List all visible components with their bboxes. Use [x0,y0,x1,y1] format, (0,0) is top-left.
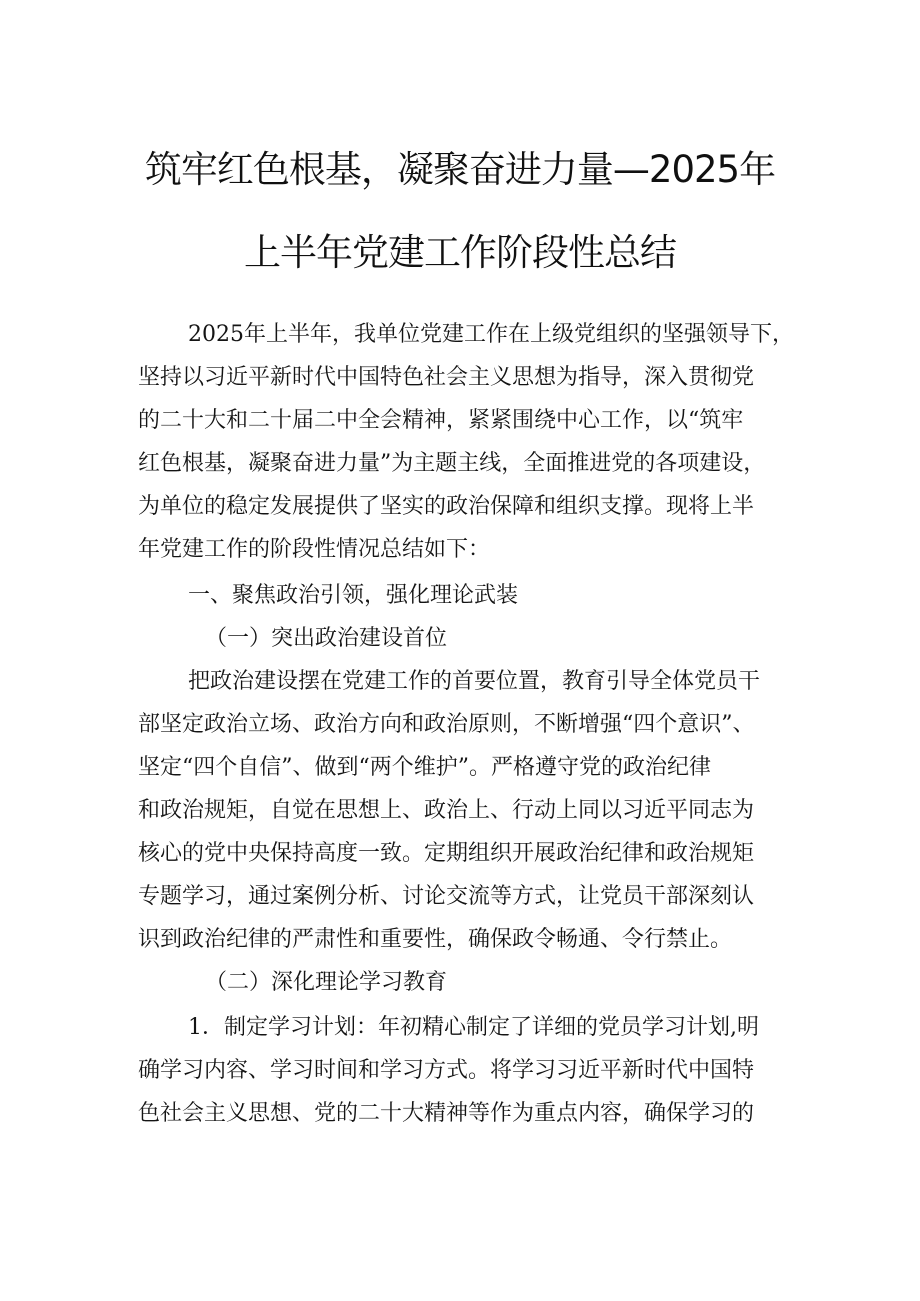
title-line-2: 上半年党建工作阶段性总结 [244,231,676,274]
body-line: 专题学习，通过案例分析、讨论交流等方式，让党员干部深刻认 [138,884,755,909]
body-line: 坚定“四个自信”、做到“两个维护”。严格遵守党的政治纪律 [138,755,711,780]
body-line: 核心的党中央保持高度一致。定期组织开展政治纪律和政治规矩 [138,841,755,866]
body-line: 2025年上半年，我单位党建工作在上级党组织的坚强领导下， [188,322,794,347]
body-line: 坚持以习近平新时代中国特色社会主义思想为指导，深入贯彻党 [138,365,755,390]
body-line: 色社会主义思想、党的二十大精神等作为重点内容，确保学习的 [138,1101,755,1126]
body-line: 和政治规矩，自觉在思想上、政治上、行动上同以习近平同志为 [138,798,755,823]
subsection-heading: （二）深化理论学习教育 [205,970,448,995]
body-line: 红色根基，凝聚奋进力量”为主题主线，全面推进党的各项建设， [138,451,766,476]
body-line: 的二十大和二十届二中全会精神，紧紧围绕中心工作，以“筑牢 [138,408,744,433]
body-line: 年党建工作的阶段性情况总结如下： [138,537,491,562]
subsection-heading: （一）突出政治建设首位 [205,626,448,651]
body-line: 把政治建设摆在党建工作的首要位置，教育引导全体党员干 [188,669,761,694]
section-heading: 一、聚焦政治引领，强化理论武装 [188,583,519,608]
body-line: 确学习内容、学习时间和学习方式。将学习习近平新时代中国特 [138,1058,755,1083]
body-line: 为单位的稳定发展提供了坚实的政治保障和组织支撑。现将上半 [138,494,755,519]
body-line: 部坚定政治立场、政治方向和政治原则，不断增强“四个意识”、 [138,712,755,737]
list-item: 1．制定学习计划：年初精心制定了详细的党员学习计划,明 [188,1015,759,1040]
title-line-1: 筑牢红色根基，凝聚奋进力量—2025年 [144,148,776,191]
body-line: 识到政治纪律的严肃性和重要性，确保政令畅通、令行禁止。 [138,927,733,952]
